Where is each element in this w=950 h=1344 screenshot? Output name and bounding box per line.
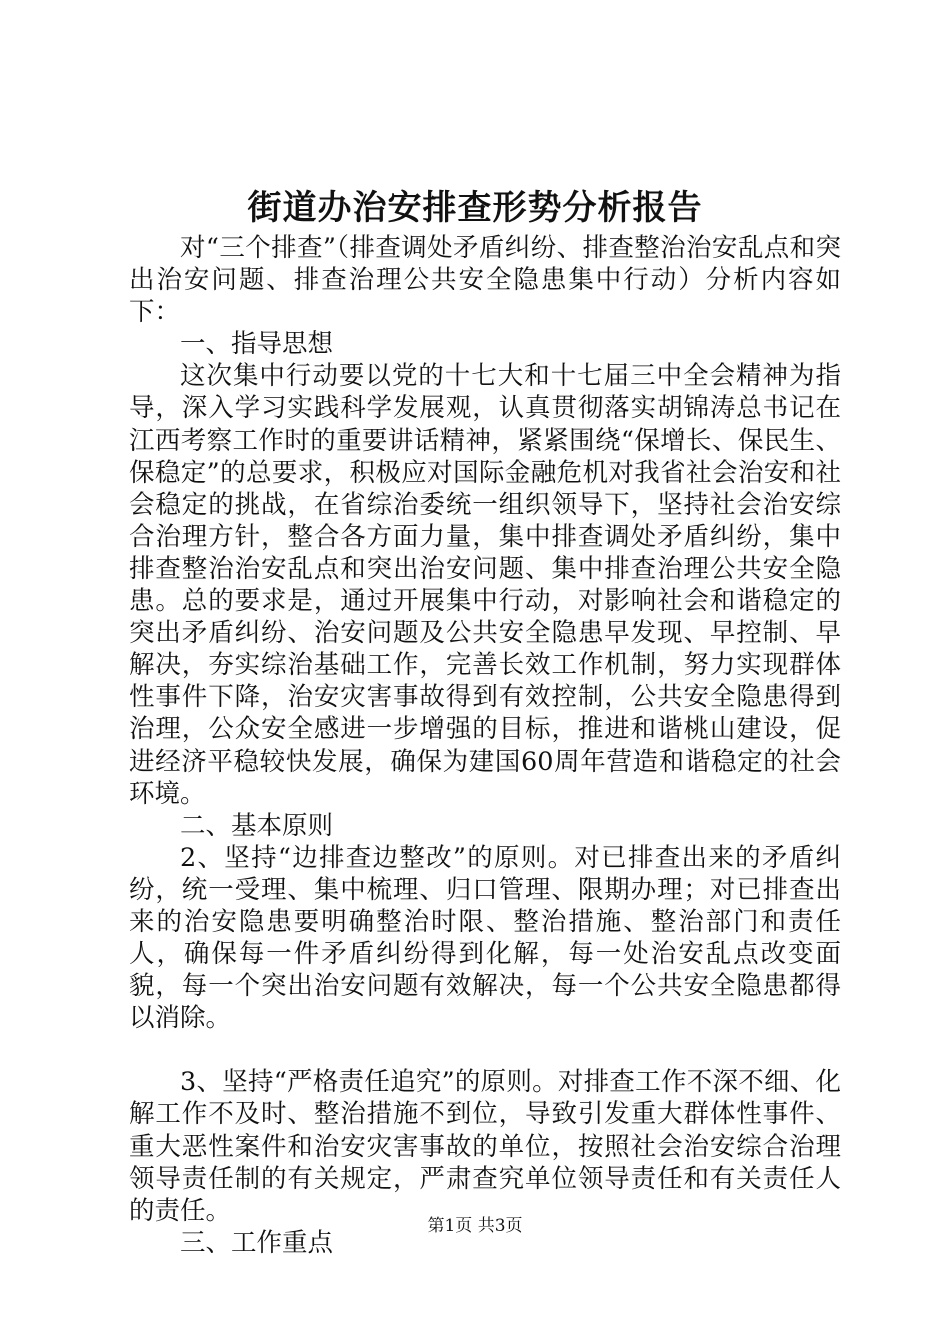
principle-3-paragraph: 3、坚持“严格责任追究”的原则。对排查工作不深不细、化解工作不及时、整治措施不到位，导致引发重大群体性事件、重大恶性案件和治安灾害事故的单位，按照社会治安综合治理领导责任制的有关规定，严肃查究单位领导责任和有关责任人的责任。 (129, 1067, 841, 1226)
section-heading-guiding-ideology: 一、指导思想 (180, 329, 334, 360)
page-footer: 第1页 共3页 (427, 1216, 523, 1236)
guiding-ideology-paragraph: 这次集中行动要以党的十七大和十七届三中全会精神为指导，深入学习实践科学发展观，认真贯彻落实胡锦涛总书记在江西考察工作时的重要讲话精神，紧紧围绕“保增长、保民生、保稳定”的总要求，积极应对国际金融危机对我省社会治安和社会稳定的挑战，在省综治委统一组织领导下，坚持社会治安综合治理方针，整合各方面力量，集中排查调处矛盾纠纷，集中排查整治治安乱点和突出治安问题、集中排查治理公共安全隐患。总的要求是，通过开展集中行动，对影响社会和谐稳定的突出矛盾纠纷、治安问题及公共安全隐患早发现、早控制、早解决，夯实综治基础工作，完善长效工作机制，努力实现群体性事件下降，治安灾害事故得到有效控制，公共安全隐患得到治理，公众安全感进一步增强的目标，推进和谐桃山建设，促进经济平稳较快发展，确保为建国60周年营造和谐稳定的社会环境。 (129, 361, 841, 809)
principle-2-paragraph: 2、坚持“边排查边整改”的原则。对已排查出来的矛盾纠纷，统一受理、集中梳理、归口管理、限期办理；对已排查出来的治安隐患要明确整治时限、整治措施、整治部门和责任人，确保每一件矛盾纠纷得到化解，每一处治安乱点改变面貌，每一个突出治安问题有效解决，每一个公共安全隐患都得以消除。 (129, 842, 841, 1034)
document-title: 街道办治安排查形势分析报告 (247, 188, 703, 228)
document-body (129, 232, 841, 1259)
intro-paragraph: 对“三个排查”（排查调处矛盾纠纷、排查整治治安乱点和突出治安问题、排查治理公共安全隐患集中行动）分析内容如下： (129, 233, 841, 328)
section-heading-work-focus: 三、工作重点 (180, 1227, 334, 1258)
section-heading-basic-principles: 二、基本原则 (180, 810, 334, 841)
